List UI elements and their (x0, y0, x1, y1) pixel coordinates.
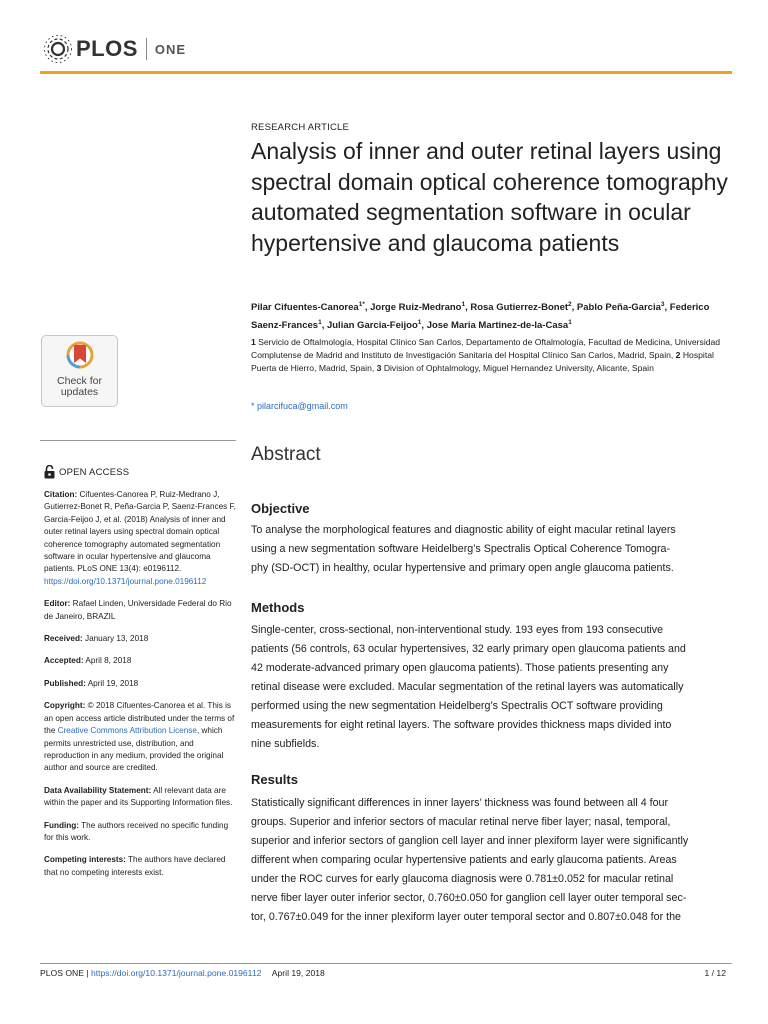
page-number: 1 / 12 (704, 968, 726, 978)
sidebar-metadata (44, 489, 236, 888)
competing-interests: Competing interests: The authors have declared that no competing interests exist. (44, 855, 226, 877)
logo-text: PLOS (76, 36, 138, 61)
affiliations: 1 Servicio de Oftalmología, Hospital Clínico San Carlos, Departamento de Oftalmología, Facultad de Medicina, Universidad Complutense de Madrid and Instituto de Investigación Sanitaria del Hospital Clínico San Carlos, Madrid, Spain, 2 Hospital Puerta de Hierro, Madrid, Spain, 3 Division of Ophtalmology, Miguel Hernandez University, Alicante, Spain (251, 337, 721, 373)
footer-doi-link[interactable]: https://doi.org/10.1371/journal.pone.0196112 (90, 968, 262, 978)
journal-name: ONE (154, 41, 187, 57)
published-date: Published: April 19, 2018 (44, 678, 139, 688)
copyright: Copyright: © 2018 Cifuentes-Canorea et al. This is an open access article distributed under the terms of the Creative Commons Attribution License, which permits unrestricted use, distribution, and reproduction in any medium, provided the original author and source are credited. (44, 701, 235, 773)
results-text: Statistically significant differences in inner layers’ thickness was found between all 4 four groups. Superior and inferior sectors of macular retinal nerve fiber layer; nasal, temporal, superior and inferior sectors of ganglion cell layer and inner plexiform layer were significantly different when comparing ocular hypertensive patients and early glaucoma patients. Areas under the ROC curves for early glaucoma diagnosis were 0.781±0.052 for macular retinal nerve fiber layer outer inferior sector, 0.760±0.050 for ganglion cell layer outer temporal sec- tor, 0.767±0.049 for the inner plexiform layer outer temporal sector and 0.807±0.048 for the (251, 797, 689, 923)
open-lock-icon (44, 465, 55, 479)
badge-label: Check for updates (57, 375, 102, 398)
footer-date: April 19, 2018 (271, 968, 325, 978)
abstract-heading: Abstract (251, 444, 321, 465)
footer-left: PLOS ONE | https://doi.org/10.1371/journal.pone.0196112 April 19, 2018 (40, 968, 325, 978)
sidebar-rule (40, 440, 236, 441)
cc-license-link[interactable]: Creative Commons Attribution License (57, 726, 197, 736)
article-title: Analysis of inner and outer retinal layers using spectral domain optical coherence tomography automated segmentation software in ocular hypertensive and glaucoma patients (251, 138, 728, 256)
methods-text: Single-center, cross-sectional, non-interventional study. 193 eyes from 193 consecutive patients (56 controls, 63 ocular hypertensives, 32 early primary open glaucoma patients and 42 moderate-advanced primary open glaucoma patients). Those patients presenting any retinal disease were excluded. Macular segmentation of the retinal layers was automatically performed using the new segmentation Heidelberg’s Spectralis OCT software providing measurements for eight retinal layers. The software provides thickness maps divided into nine subfields. (251, 624, 686, 750)
open-access-label: OPEN ACCESS (44, 465, 129, 479)
article-type: RESEARCH ARTICLE (251, 122, 350, 133)
citation-doi-link[interactable]: https://doi.org/10.1371/journal.pone.0196112 (44, 576, 207, 586)
logo-separator (146, 38, 147, 60)
author-list: Pilar Cifuentes-Canorea$^{1*}$, Jorge Ruiz-Medrano$^1$, Rosa Gutierrez-Bonet$^2$, Pablo Peña-Garcia$^3$, Federico Saenz-Frances$^1$, Julian Garcia-Feijoo$^1$, Jose Maria Martinez-de-la-Casa$^1$ (251, 301, 710, 332)
accepted-date: Accepted: April 8, 2018 (44, 656, 132, 666)
corresponding-email[interactable]: * pilarcifuca@gmail.com (251, 401, 348, 411)
footer-rule (40, 963, 732, 964)
funding: Funding: The authors received no specific funding for this work. (44, 820, 229, 842)
data-availability: Data Availability Statement: All relevant data are within the paper and its Supporting Information files. (44, 785, 233, 808)
editor: Editor: Rafael Linden, Universidade Federal do Rio de Janeiro, BRAZIL (44, 599, 232, 621)
bookmark-check-icon (65, 341, 95, 373)
objective-heading: Objective (251, 501, 310, 516)
header-rule (40, 71, 732, 74)
check-for-updates-badge[interactable] (41, 335, 118, 407)
results-heading: Results (251, 772, 298, 787)
received-date: Received: January 13, 2018 (44, 634, 149, 644)
methods-heading: Methods (251, 600, 305, 615)
plos-logo-icon (42, 34, 74, 64)
plos-logo[interactable] (42, 34, 186, 64)
objective-text: To analyse the morphological features and diagnostic ability of eight macular retinal layers using a new segmentation software Heidelberg’s Spectralis Optical Coherence Tomogra- phy (SD-OCT) in healthy, ocular hypertensive and primary open angle glaucoma patients. (251, 524, 676, 574)
citation: Citation: Cifuentes-Canorea P, Ruiz-Medrano J, Gutierrez-Bonet R, Peña-Garcia P, Saenz-Frances F, Garcia-Feijoo J, et al. (2018) Analysis of inner and outer retinal layers using spectral domain optical coherence tomography automated segmentation software in ocular hypertensive and glaucoma patients. PLoS ONE 13(4): e0196112. https://doi.org/10.1371/journal.pone.0196112 (44, 490, 236, 586)
